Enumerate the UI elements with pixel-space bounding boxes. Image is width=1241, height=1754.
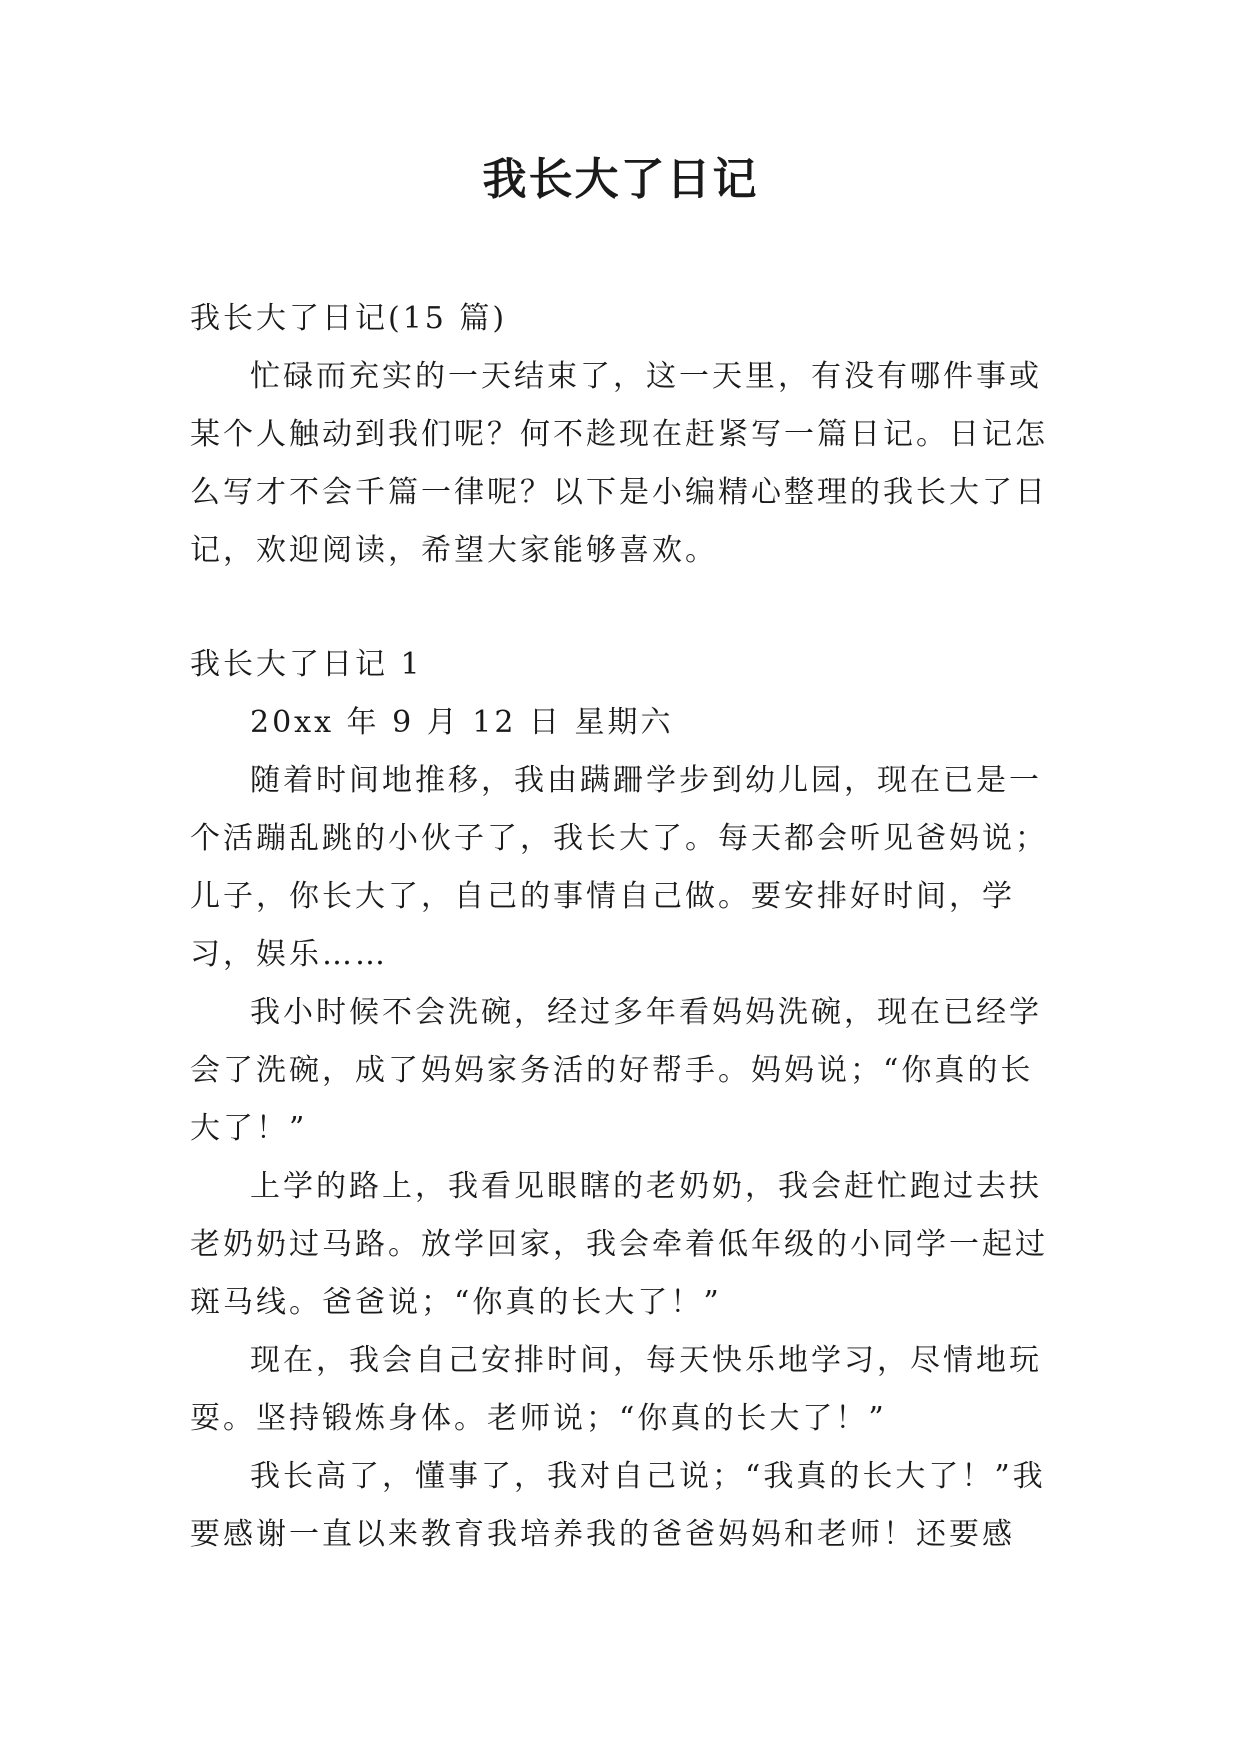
intro-paragraph: 忙碌而充实的一天结束了，这一天里，有没有哪件事或某个人触动到我们呢？何不趁现在赶紧写一篇日记。日记怎么写才不会千篇一律呢？以下是小编精心整理的我长大了日记，欢迎阅读，希望大家能够喜欢。: [190, 359, 1048, 568]
entry-body: [190, 694, 1060, 1564]
document-title: 我长大了日记: [482, 154, 759, 205]
entry-paragraph-3: 上学的路上，我看见眼瞎的老奶奶，我会赶忙跑过去扶老奶奶过马路。放学回家，我会牵着低年级的小同学一起过斑马线。爸爸说；“你真的长大了！”: [190, 1169, 1048, 1320]
entry-paragraph-5: 我长高了，懂事了，我对自己说；“我真的长大了！”我要感谢一直以来教育我培养我的爸爸妈妈和老师！还要感: [190, 1459, 1046, 1552]
intro-section: [190, 348, 1060, 580]
entry-date: 20xx 年 9 月 12 日 星期六: [250, 705, 674, 740]
entry-paragraph-1: 随着时间地推移，我由蹒跚学步到幼儿园，现在已是一个活蹦乱跳的小伙子了，我长大了。每天都会听见爸妈说；儿子，你长大了，自己的事情自己做。要安排好时间，学习，娱乐……: [190, 763, 1048, 972]
document-subtitle: 我长大了日记(15 篇): [190, 301, 508, 336]
entry-paragraph-4: 现在，我会自己安排时间，每天快乐地学习，尽情地玩耍。坚持锻炼身体。老师说；“你真的长大了！”: [190, 1343, 1042, 1436]
entry-paragraph-2: 我小时候不会洗碗，经过多年看妈妈洗碗，现在已经学会了洗碗，成了妈妈家务活的好帮手。妈妈说；“你真的长大了！”: [190, 995, 1042, 1146]
entry-heading: 我长大了日记 1: [190, 647, 423, 682]
